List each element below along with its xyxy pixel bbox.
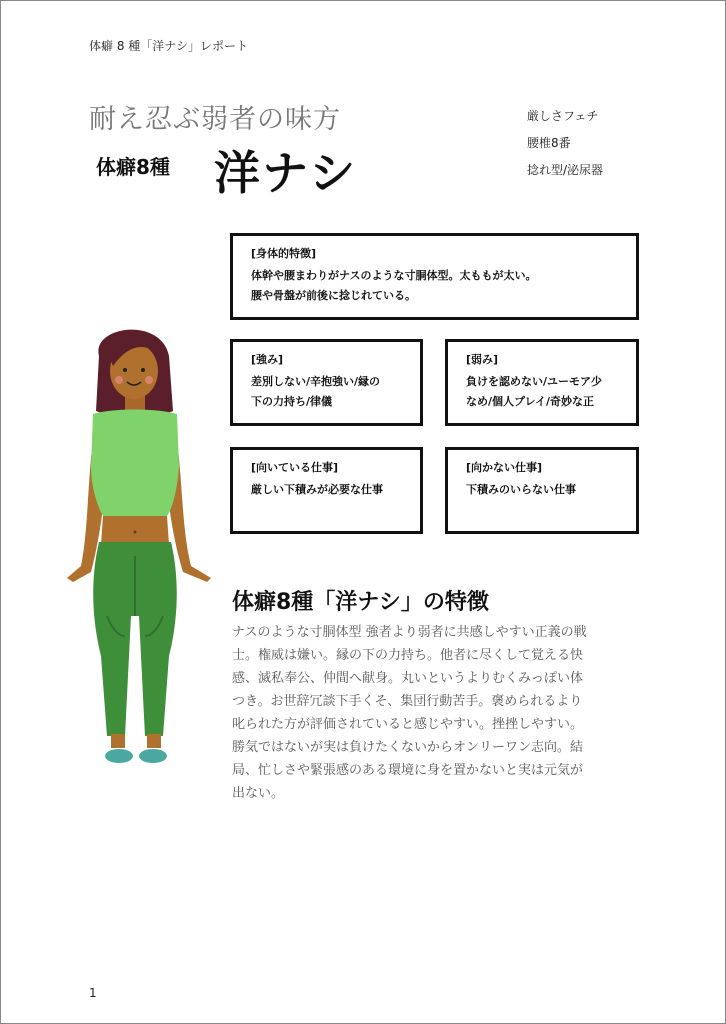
box-title: [向かない仕事] [466,461,543,474]
box-line: 下積みのいらない仕事 [466,483,576,496]
page-number: 1 [89,986,97,1000]
box-title: [向いている仕事] [251,461,339,474]
tag-item: 腰椎8番 [527,136,571,150]
section-title: 体癖8種「洋ナシ」の特徴 [232,590,489,615]
tag-item: 捻れ型/泌尿器 [527,163,604,177]
box-title: [強み] [251,353,284,366]
box-title: [身体的特徴] [251,247,317,260]
box-line: 腰や骨盤が前後に捻じれている。 [251,289,416,302]
box-line: 差別しない/辛抱強い/縁の [251,375,381,388]
subtitle: 耐え忍ぶ弱者の味方 [89,104,341,135]
weaknesses-box [445,339,639,426]
box-line: 体幹や腰まわりがナスのような寸胴体型。太ももが太い。 [251,269,537,282]
box-line: なめ/個人プレイ/奇妙な正 [466,395,595,408]
box-line: 下の力持ち/律儀 [251,395,333,408]
tag-item: 厳しさフェチ [527,109,599,123]
body-line: 感、滅私奉公、仲間へ献身。丸いというよりむくみっぽい体 [232,671,584,686]
body-line: ナスのような寸胴体型 強者より弱者に共感しやすい正義の戦 [232,625,587,640]
woman-figure-illustration [51,316,221,776]
box-title: [弱み] [466,353,499,366]
page-title: 洋ナシ [214,146,358,200]
body-line: つき。お世辞冗談下手くそ、集団行動苦手。褒められるより [232,694,583,709]
page-header: 体癖 8 種「洋ナシ」レポート [89,39,249,53]
body-line: 局、忙しさや緊張感のある環境に身を置かないと実は元気が [232,763,584,778]
section-body [232,621,642,805]
strengths-box [230,339,423,426]
body-line: 勝気ではないが実は負けたくないからオンリーワン志向。結 [232,740,584,755]
body-line: 叱られた方が評価されていると感じやすい。挫挫しやすい。 [232,717,584,732]
physical-traits-box [230,233,639,320]
unsuited-jobs-box [445,447,639,534]
body-line: 出ない。 [232,786,285,801]
suited-jobs-box [230,447,423,534]
type-label: 体癖8種 [96,155,170,179]
box-line: 負けを認めない/ユーモア少 [466,375,603,388]
tag-list [527,105,603,186]
box-line: 厳しい下積みが必要な仕事 [251,483,383,496]
body-line: 士。権威は嫌い。縁の下の力持ち。他者に尽くして覚える快 [232,648,584,663]
